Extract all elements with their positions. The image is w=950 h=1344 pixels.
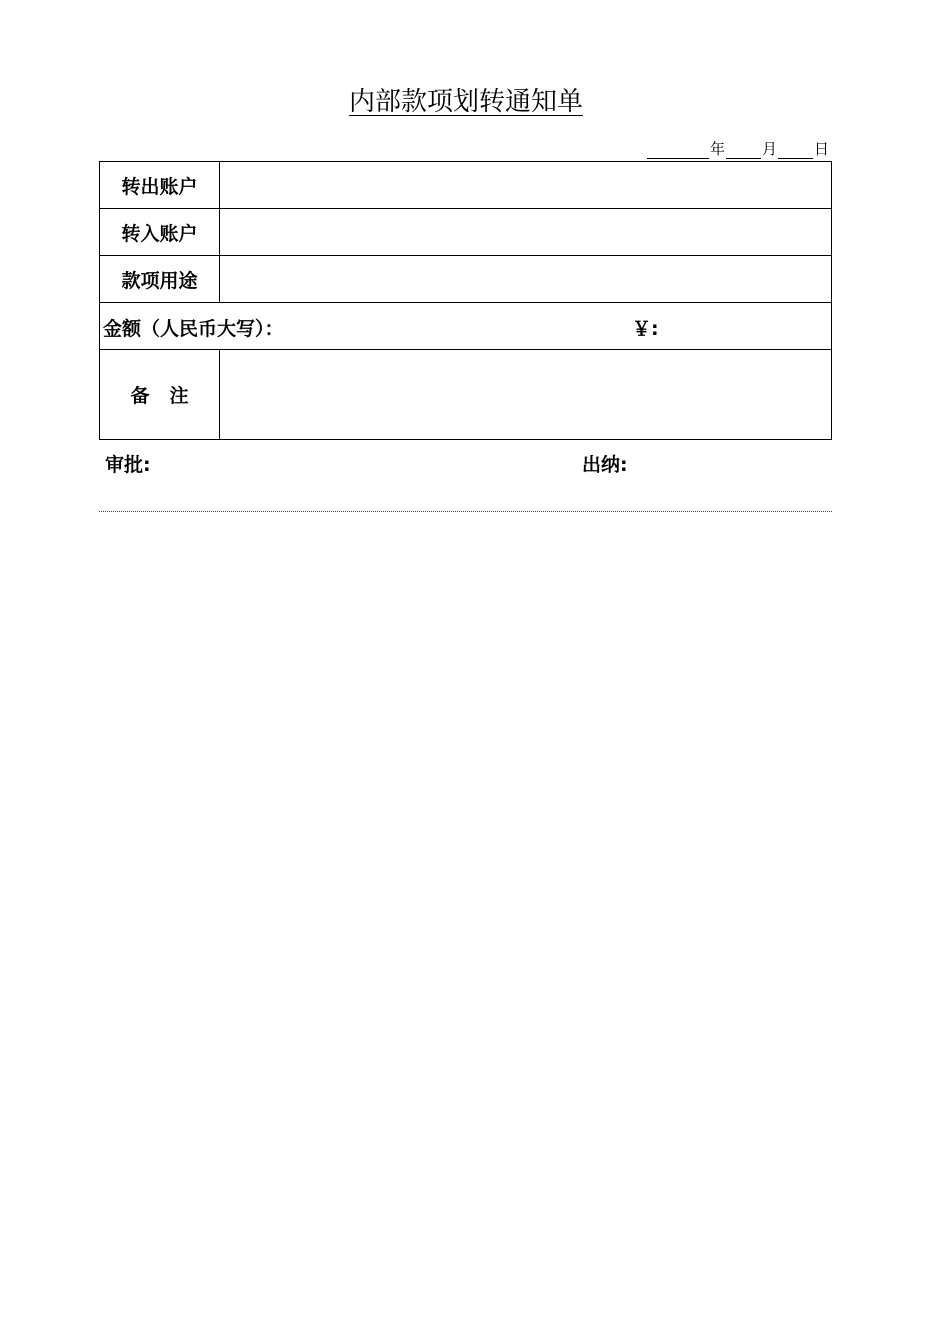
remark-label: 备注 bbox=[130, 385, 209, 407]
transfer-out-row bbox=[100, 162, 832, 209]
transfer-form-table bbox=[99, 161, 832, 440]
amount-row bbox=[100, 303, 832, 350]
yen-label: ￥: bbox=[632, 318, 659, 340]
day-blank[interactable] bbox=[778, 141, 813, 159]
transfer-in-label: 转入账户 bbox=[100, 209, 220, 256]
transfer-in-row bbox=[100, 209, 832, 256]
purpose-row bbox=[100, 256, 832, 303]
transfer-out-field[interactable] bbox=[220, 162, 832, 209]
remark-label-cell bbox=[100, 350, 220, 440]
month-blank[interactable] bbox=[726, 141, 761, 159]
document-title-text: 内部款项划转通知单 bbox=[348, 87, 583, 117]
day-label: 日 bbox=[813, 140, 829, 158]
remark-row bbox=[100, 350, 832, 440]
remark-field[interactable] bbox=[220, 350, 832, 440]
month-label: 月 bbox=[761, 140, 777, 158]
year-label: 年 bbox=[709, 140, 725, 158]
amount-field[interactable] bbox=[100, 303, 832, 350]
purpose-field[interactable] bbox=[220, 256, 832, 303]
cut-line-divider bbox=[99, 511, 832, 512]
approval-label: 审批: bbox=[105, 454, 151, 476]
document-title bbox=[0, 84, 932, 120]
transfer-in-field[interactable] bbox=[220, 209, 832, 256]
purpose-label: 款项用途 bbox=[100, 256, 220, 303]
amount-label: 金额（人民币大写）： bbox=[103, 318, 284, 340]
date-line bbox=[647, 139, 830, 159]
transfer-out-label: 转出账户 bbox=[100, 162, 220, 209]
year-blank[interactable] bbox=[647, 141, 709, 159]
cashier-label: 出纳: bbox=[582, 454, 628, 476]
